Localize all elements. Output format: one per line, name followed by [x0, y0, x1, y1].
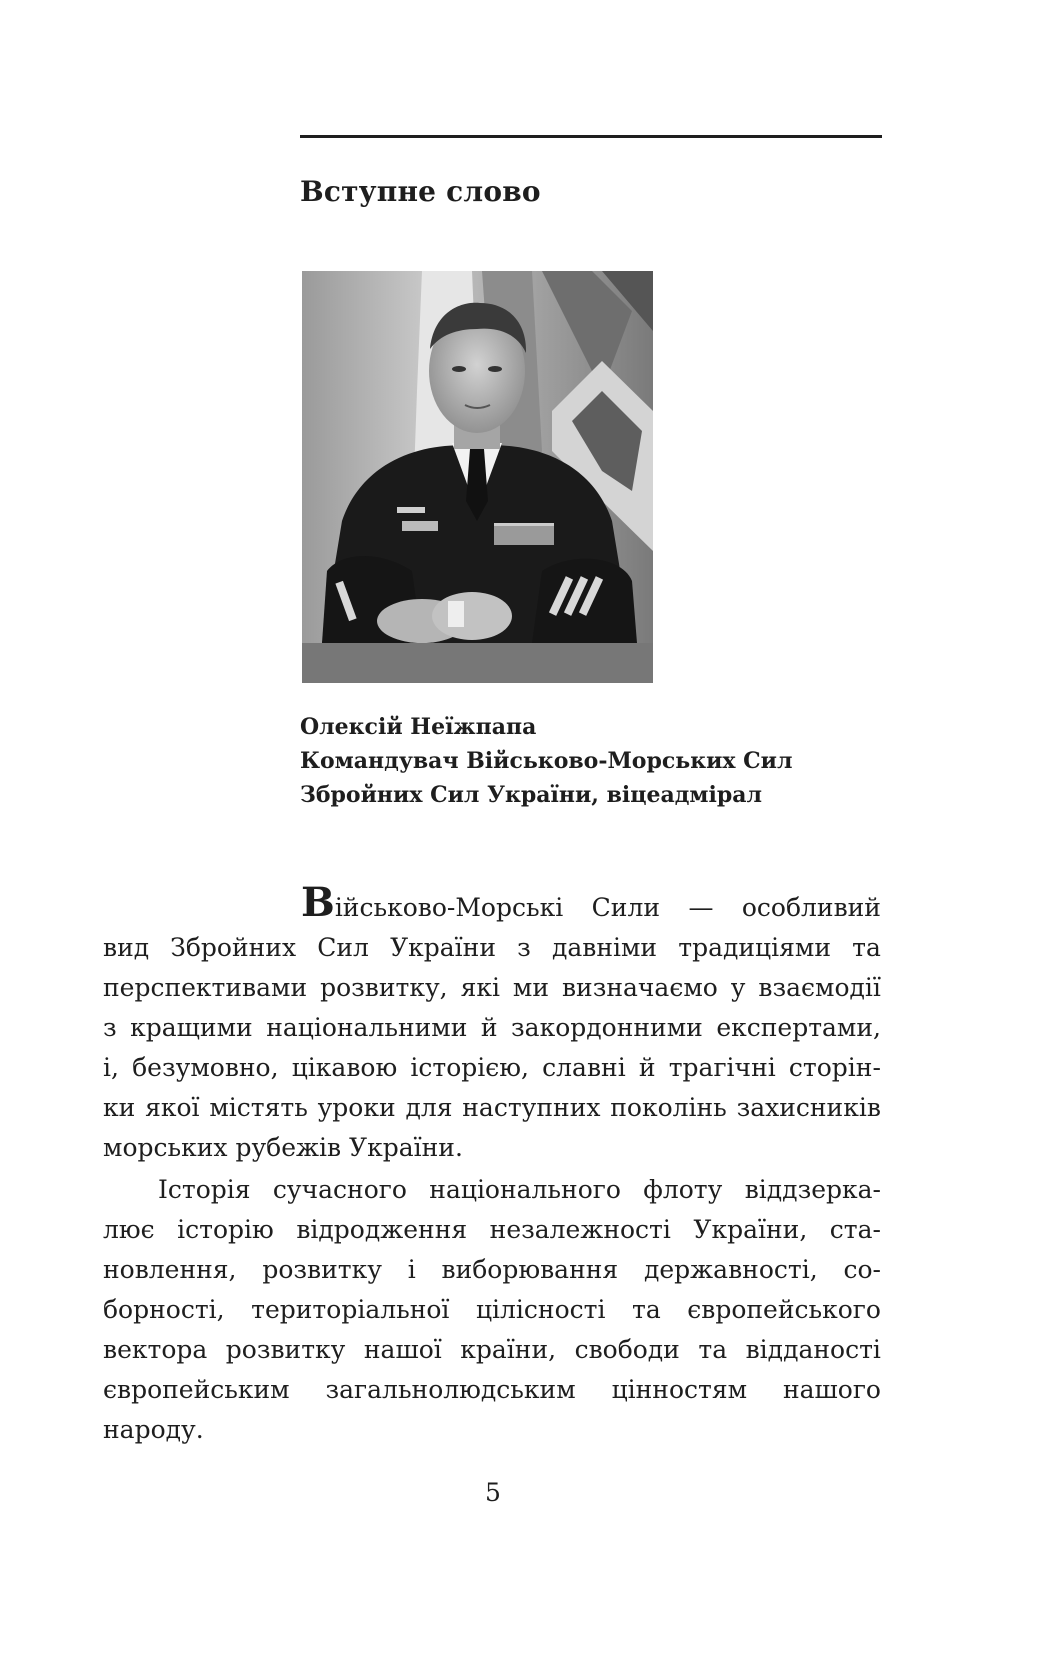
paragraph-2-line-7 [103, 1410, 881, 1450]
word: і, [103, 1053, 119, 1082]
drop-cap: В [301, 879, 335, 926]
word: з [103, 1013, 117, 1042]
word: нашого [782, 1375, 881, 1404]
word: визначаємо [561, 973, 718, 1002]
portrait-caption [300, 710, 793, 812]
word: сторін- [788, 1053, 881, 1082]
word: історію [177, 1215, 274, 1244]
paragraph-1-line-5 [103, 1048, 881, 1088]
word: борності, [103, 1295, 225, 1324]
body-text [103, 879, 881, 1450]
word: Сили [591, 893, 660, 922]
word: історією, [410, 1053, 529, 1082]
word: загальнолюдським [325, 1375, 576, 1404]
word: відродження [296, 1215, 468, 1244]
paragraph-2-line-2 [103, 1210, 881, 1250]
page-number: 5 [485, 1478, 501, 1507]
word: незалежності [489, 1215, 671, 1244]
word: кращими [130, 1013, 253, 1042]
word: розвитку [262, 1255, 382, 1284]
portrait-photo [302, 271, 653, 683]
paragraph-1-line-1 [103, 879, 881, 928]
word: Історія [158, 1175, 251, 1204]
word: для [405, 1093, 453, 1122]
word: вектора [103, 1335, 208, 1364]
word: національними [266, 1013, 468, 1042]
word: новлення, [103, 1255, 237, 1284]
word: й [480, 1013, 498, 1042]
portrait-illustration [302, 271, 653, 683]
word: та [631, 1295, 661, 1324]
word: державності, [643, 1255, 818, 1284]
line-text: морських рубежів України. [103, 1133, 463, 1162]
word: особливий [741, 893, 881, 922]
word: ста- [829, 1215, 881, 1244]
word: та [698, 1335, 728, 1364]
word: захисників [736, 1093, 881, 1122]
paragraph-2-line-3 [103, 1250, 881, 1290]
word: наступних [462, 1093, 601, 1122]
paragraph-1-line-7 [103, 1128, 881, 1168]
word: свободи [574, 1335, 680, 1364]
word: цінностям [611, 1375, 748, 1404]
paragraph-1-line-4 [103, 1008, 881, 1048]
word: з [517, 933, 531, 962]
top-rule [300, 135, 882, 138]
word: вид [103, 933, 150, 962]
word: містять [209, 1093, 308, 1122]
word: лює [103, 1215, 155, 1244]
word: поколінь [610, 1093, 727, 1122]
word: виборювання [441, 1255, 619, 1284]
word: ки [103, 1093, 136, 1122]
word: розвитку [225, 1335, 346, 1364]
word: цілісності [475, 1295, 606, 1324]
word: якої [145, 1093, 200, 1122]
word: со- [843, 1255, 881, 1284]
word: європейським [103, 1375, 290, 1404]
paragraph-1-line-2 [103, 928, 881, 968]
word: країни, [460, 1335, 557, 1364]
word: традиціями [678, 933, 831, 962]
paragraph-1-line-3 [103, 968, 881, 1008]
author-position-line-2: Збройних Сил України, віцеадмірал [300, 782, 763, 808]
author-position-line-1: Командувач Військово-Морських Сил [300, 748, 793, 774]
word: які [460, 973, 500, 1002]
word: відданості [745, 1335, 881, 1364]
word: взаємодії [758, 973, 881, 1002]
word: у [730, 973, 746, 1002]
paragraph-2-line-1 [103, 1170, 881, 1210]
word: експертами, [716, 1013, 881, 1042]
section-title: Вступне слово [300, 175, 541, 208]
word: нашої [363, 1335, 442, 1364]
word: європейського [687, 1295, 881, 1324]
word: — [688, 893, 714, 922]
word: розвитку, [320, 973, 448, 1002]
word: ми [512, 973, 550, 1002]
word: віддзерка- [744, 1175, 881, 1204]
word: та [852, 933, 881, 962]
word: Сил [317, 933, 369, 962]
word: перспективами [103, 973, 308, 1002]
word: безумовно, [132, 1053, 279, 1082]
line-text: народу. [103, 1415, 204, 1444]
word: України [390, 933, 496, 962]
word: давніми [551, 933, 658, 962]
word: славні [542, 1053, 626, 1082]
word: України, [693, 1215, 808, 1244]
word: Військово-Морські [301, 879, 564, 926]
word: територіальної [251, 1295, 450, 1324]
word: уроки [317, 1093, 396, 1122]
word: трагічні [668, 1053, 776, 1082]
paragraph-1-line-6 [103, 1088, 881, 1128]
author-name: Олексій Неїжпапа [300, 714, 537, 740]
word: і [407, 1255, 416, 1284]
word: сучасного [272, 1175, 407, 1204]
paragraph-2-line-6 [103, 1370, 881, 1410]
word: Збройних [170, 933, 297, 962]
word: й [638, 1053, 656, 1082]
word: закордонними [511, 1013, 703, 1042]
word: національного [429, 1175, 621, 1204]
paragraph-2-line-4 [103, 1290, 881, 1330]
word: флоту [643, 1175, 723, 1204]
word: цікавою [291, 1053, 398, 1082]
paragraph-2-line-5 [103, 1330, 881, 1370]
